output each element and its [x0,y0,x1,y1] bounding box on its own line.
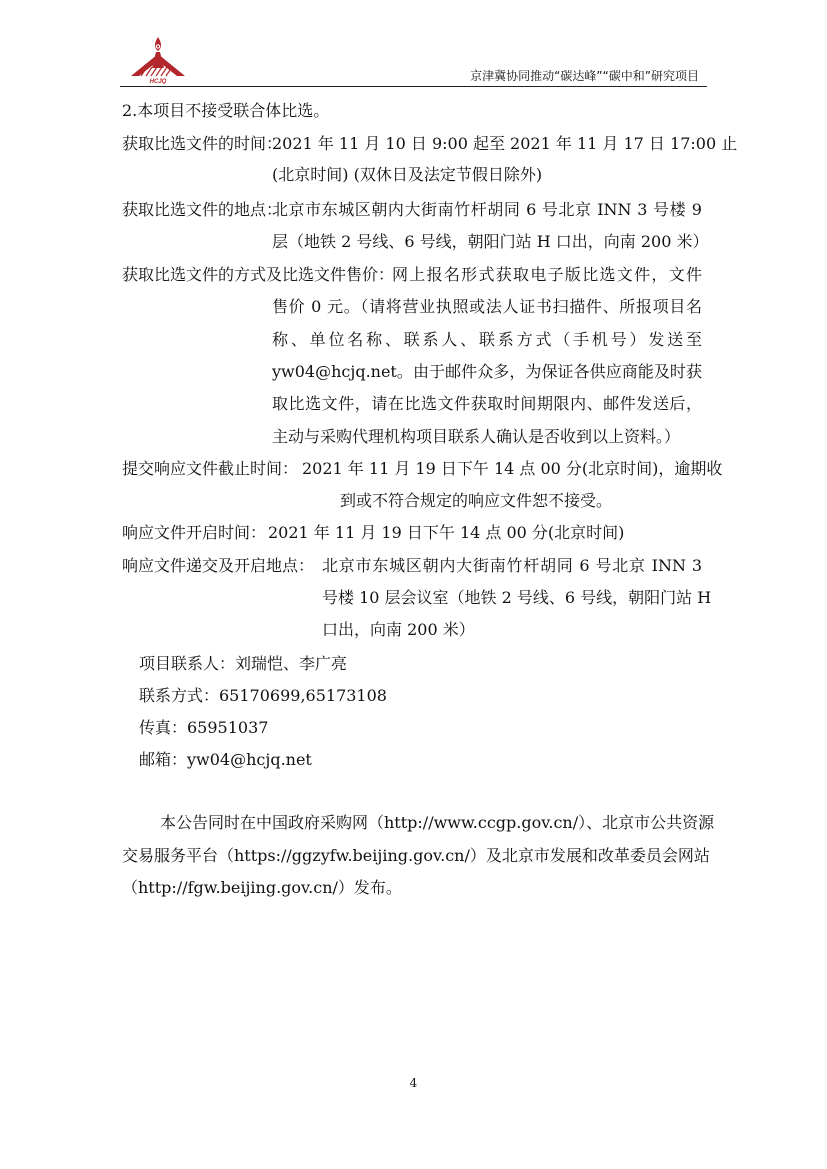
contact-phone: 联系方式：65170699,65173108 [139,686,387,705]
method-line-2: 售价 0 元。（请将营业执照或法人证书扫描件、所报项目名 [272,297,702,316]
location-label: 响应文件递交及开启地点： [122,556,315,575]
deadline-label: 提交响应文件截止时间： [122,459,299,478]
contact-person: 项目联系人：刘瑞恺、李广亮 [139,654,348,673]
deadline-line-2: 到或不符合规定的响应文件恕不接受。 [340,491,613,510]
method-line-4: yw04@hcjq.net。由于邮件众多，为保证各供应商能及时获 [272,362,702,381]
method-label: 获取比选文件的方式及比选文件售价： [122,265,395,284]
place-line-2: 层（地铁 2 号线、6 号线，朝阳门站 H 口出，向南 200 米） [272,232,709,251]
header-divider [120,86,707,87]
opening-label: 响应文件开启时间： [122,523,267,542]
header-title: 京津冀协同推动“碳达峰”“碳中和”研究项目 [470,69,699,83]
time-line-1: 2021 年 11 月 10 日 9:00 起至 2021 年 11 月 17 日 17:00 止 [272,134,738,153]
contact-email: 邮箱：yw04@hcjq.net [139,750,312,769]
location-line-1: 北京市东城区朝内大街南竹杆胡同 6 号北京 INN 3 [322,556,702,575]
location-line-2: 号楼 10 层会议室（地铁 2 号线、6 号线，朝阳门站 H [322,588,712,607]
method-line-6: 主动与采购代理机构项目联系人确认是否收到以上资料。） [272,427,681,446]
deadline-line-1: 2021 年 11 月 19 日下午 14 点 00 分(北京时间)，逾期收 [302,459,723,478]
no-consortium-text: 2.本项目不接受联合体比选。 [122,101,330,120]
place-line-1: 北京市东城区朝内大街南竹杆胡同 6 号北京 INN 3 号楼 9 [272,200,702,219]
opening-value: 2021 年 11 月 19 日下午 14 点 00 分(北京时间) [268,523,625,542]
place-label: 获取比选文件的地点： [122,200,283,219]
time-line-2: (北京时间) (双休日及法定节假日除外) [272,165,543,184]
method-line-1: 网上报名形式获取电子版比选文件，文件 [392,265,702,284]
method-line-3: 称、单位名称、联系人、联系方式（手机号）发送至 [272,330,702,349]
method-line-5: 取比选文件，请在比选文件获取时间期限内、邮件发送后， [272,394,702,413]
location-line-3: 口出，向南 200 米） [322,620,475,639]
hcjq-logo [127,34,189,84]
notice-line-3: （http://fgw.beijing.gov.cn/）发布。 [122,878,402,897]
notice-line-2: 交易服务平台（https://ggzyfw.beijing.gov.cn/）及北京市发展和改革委员会网站 [122,846,710,865]
contact-fax: 传真：65951037 [139,718,269,737]
page-number: 4 [409,1076,418,1090]
time-label: 获取比选文件的时间： [122,134,283,153]
notice-line-1: 本公告同时在中国政府采购网（http://www.ccgp.gov.cn/）、北京市公共资源 [160,813,715,832]
svg-text:HCJQ: HCJQ [149,79,167,84]
